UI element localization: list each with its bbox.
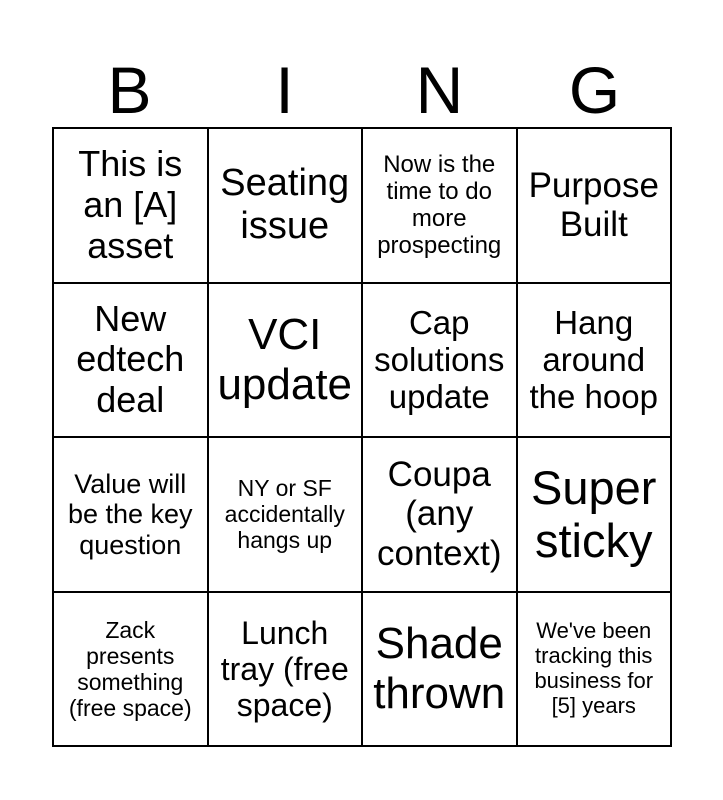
bingo-cell-text: Value will be the key question (67, 468, 193, 560)
bingo-cell-text: Now is the time to do more prospecting (377, 151, 502, 260)
bingo-cell-text: Coupa (any context) (377, 454, 502, 574)
bingo-cell[interactable] (518, 438, 673, 593)
header-letter-n: N (415, 53, 464, 127)
bingo-cell-text: VCI update (217, 310, 353, 409)
bingo-cell-text: Super sticky (531, 461, 657, 568)
bingo-card-grid (52, 127, 672, 747)
bingo-cell[interactable] (518, 593, 673, 748)
bingo-cell[interactable] (363, 129, 518, 284)
bingo-cell-text: This is an [A] asset (78, 143, 183, 266)
bingo-cell[interactable] (54, 593, 209, 748)
bingo-cell[interactable] (54, 129, 209, 284)
header-letter-i: I (275, 53, 294, 127)
bingo-cell-text: Purpose Built (528, 165, 659, 245)
bingo-cell-text: Seating issue (220, 162, 350, 248)
bingo-cell[interactable] (363, 438, 518, 593)
bingo-cell[interactable] (363, 593, 518, 748)
header-letter-g: G (568, 53, 621, 127)
bingo-cell-text: We've been tracking this business for [5] years (534, 618, 654, 718)
bingo-cell-text: Cap solutions update (374, 303, 505, 416)
bingo-cell[interactable] (54, 284, 209, 439)
bingo-cell[interactable] (209, 129, 364, 284)
bingo-cell[interactable] (518, 129, 673, 284)
bingo-cell[interactable] (363, 284, 518, 439)
bingo-cell[interactable] (209, 284, 364, 439)
bingo-cell[interactable] (518, 284, 673, 439)
bingo-cell[interactable] (209, 593, 364, 748)
bingo-cell[interactable] (209, 438, 364, 593)
bingo-cell-text: Zack presents something (free space) (68, 616, 192, 721)
bingo-cell-text: Lunch tray (free space) (220, 614, 349, 723)
bingo-cell-text: Hang around the hoop (529, 303, 658, 416)
bingo-cell-text: NY or SF accidentally hangs up (224, 475, 345, 554)
bingo-cell-text: Shade thrown (373, 619, 506, 718)
bingo-cell[interactable] (54, 438, 209, 593)
bingo-cell-text: New edtech deal (76, 297, 185, 421)
header-letter-b: B (107, 53, 152, 127)
bingo-header (52, 54, 671, 126)
